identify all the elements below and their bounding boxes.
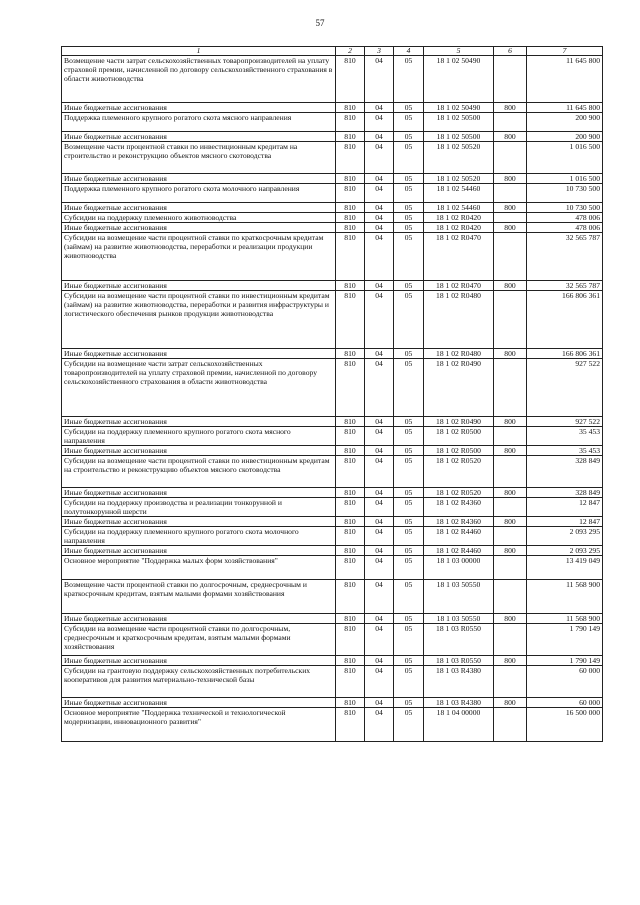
row-col6-cell: 800 [494,349,527,359]
row-name-cell: Субсидии на грантовую поддержку сельскохозяйственных потребительских кооперативов для развития материально-технической базы [62,666,336,698]
row-amount-cell: 10 730 500 [527,203,603,213]
row-col3-cell: 04 [365,456,394,488]
table-row [62,556,603,580]
table-row [62,174,603,184]
row-amount-cell: 478 006 [527,223,603,233]
row-col6-cell: 800 [494,614,527,624]
row-col6-cell: 800 [494,223,527,233]
table-row [62,614,603,624]
row-col2-cell: 810 [336,624,365,656]
row-col2-cell: 810 [336,698,365,708]
row-name-cell: Субсидии на возмещение части процентной ставки по инвестиционным кредитам (займам) на развитие животноводства, переработки и развития инфраструктуры и логистического обеспечения рынков продукции животноводства [62,291,336,349]
row-col5-cell: 18 1 02 50500 [424,132,494,142]
row-col4-cell: 05 [394,698,424,708]
row-col5-cell: 18 1 02 50500 [424,113,494,132]
budget-table [61,46,603,742]
row-name-cell: Поддержка племенного крупного рогатого скота молочного направления [62,184,336,203]
row-col6-cell: 800 [494,488,527,498]
row-amount-cell: 12 847 [527,498,603,517]
row-col6-cell [494,624,527,656]
table-row [62,517,603,527]
row-col2-cell: 810 [336,488,365,498]
row-name-cell: Субсидии на поддержку племенного животноводства [62,213,336,223]
table-row [62,233,603,281]
row-col3-cell: 04 [365,233,394,281]
table-row [62,281,603,291]
row-col5-cell: 18 1 02 R0500 [424,446,494,456]
row-col2-cell: 810 [336,417,365,427]
row-col2-cell: 810 [336,517,365,527]
row-col4-cell: 05 [394,103,424,113]
row-col4-cell: 05 [394,446,424,456]
row-amount-cell: 1 790 149 [527,656,603,666]
table-row [62,446,603,456]
row-col2-cell: 810 [336,213,365,223]
table-row [62,580,603,614]
row-amount-cell: 2 093 295 [527,527,603,546]
row-col4-cell: 05 [394,666,424,698]
row-col4-cell: 05 [394,417,424,427]
row-name-cell: Иные бюджетные ассигнования [62,203,336,213]
row-name-cell: Субсидии на поддержку племенного крупного рогатого скота мясного направления [62,427,336,446]
row-col3-cell: 04 [365,488,394,498]
row-col3-cell: 04 [365,184,394,203]
row-col4-cell: 05 [394,291,424,349]
row-col3-cell: 04 [365,614,394,624]
row-col6-cell: 800 [494,132,527,142]
row-col5-cell: 18 1 02 50490 [424,103,494,113]
row-col2-cell: 810 [336,446,365,456]
row-col6-cell [494,498,527,517]
row-col3-cell: 04 [365,624,394,656]
header-col-1: 1 [62,47,336,56]
row-col2-cell: 810 [336,223,365,233]
row-col4-cell: 05 [394,203,424,213]
row-col4-cell: 05 [394,624,424,656]
row-col2-cell: 810 [336,708,365,742]
table-row [62,427,603,446]
row-col6-cell [494,56,527,103]
row-col3-cell: 04 [365,132,394,142]
row-col4-cell: 05 [394,498,424,517]
row-col5-cell: 18 1 02 R0420 [424,213,494,223]
row-col4-cell: 05 [394,556,424,580]
row-col6-cell: 800 [494,281,527,291]
row-amount-cell: 32 565 787 [527,233,603,281]
row-col3-cell: 04 [365,666,394,698]
row-amount-cell: 166 806 361 [527,291,603,349]
row-col5-cell: 18 1 02 R0520 [424,456,494,488]
row-name-cell: Субсидии на поддержку производства и реализации тонкорунной и полутонкорунной шерсти [62,498,336,517]
row-amount-cell: 1 016 500 [527,142,603,174]
row-name-cell: Иные бюджетные ассигнования [62,281,336,291]
row-col3-cell: 04 [365,556,394,580]
row-col5-cell: 18 1 03 R0550 [424,656,494,666]
row-col2-cell: 810 [336,498,365,517]
row-col6-cell [494,359,527,417]
table-row [62,56,603,103]
table-row [62,349,603,359]
row-col5-cell: 18 1 02 R0480 [424,291,494,349]
row-col4-cell: 05 [394,132,424,142]
row-col4-cell: 05 [394,281,424,291]
row-col3-cell: 04 [365,580,394,614]
row-col2-cell: 810 [336,174,365,184]
row-col6-cell: 800 [494,517,527,527]
row-col6-cell [494,580,527,614]
row-amount-cell: 32 565 787 [527,281,603,291]
row-name-cell: Иные бюджетные ассигнования [62,656,336,666]
table-row [62,527,603,546]
row-col4-cell: 05 [394,184,424,203]
row-col3-cell: 04 [365,349,394,359]
row-col4-cell: 05 [394,517,424,527]
row-col4-cell: 05 [394,708,424,742]
row-amount-cell: 16 500 000 [527,708,603,742]
row-col5-cell: 18 1 03 R0550 [424,624,494,656]
header-col-2: 2 [336,47,365,56]
row-col5-cell: 18 1 03 50550 [424,614,494,624]
row-amount-cell: 13 419 049 [527,556,603,580]
row-col4-cell: 05 [394,223,424,233]
row-col3-cell: 04 [365,708,394,742]
row-amount-cell: 200 900 [527,113,603,132]
row-col5-cell: 18 1 03 R4380 [424,666,494,698]
row-col3-cell: 04 [365,142,394,174]
row-name-cell: Иные бюджетные ассигнования [62,349,336,359]
row-name-cell: Иные бюджетные ассигнования [62,488,336,498]
row-amount-cell: 35 453 [527,446,603,456]
row-name-cell: Субсидии на возмещение части процентной ставки по инвестиционным кредитам на строительство и реконструкцию объектов мясного скотоводства [62,456,336,488]
row-col3-cell: 04 [365,103,394,113]
row-amount-cell: 1 016 500 [527,174,603,184]
row-col2-cell: 810 [336,546,365,556]
row-col2-cell: 810 [336,349,365,359]
row-col3-cell: 04 [365,203,394,213]
table-row [62,698,603,708]
row-col4-cell: 05 [394,349,424,359]
row-name-cell: Иные бюджетные ассигнования [62,174,336,184]
row-amount-cell: 166 806 361 [527,349,603,359]
row-col4-cell: 05 [394,456,424,488]
table-row [62,488,603,498]
row-col3-cell: 04 [365,546,394,556]
row-col3-cell: 04 [365,517,394,527]
row-col3-cell: 04 [365,656,394,666]
row-col5-cell: 18 1 03 00000 [424,556,494,580]
row-amount-cell: 328 849 [527,456,603,488]
row-name-cell: Субсидии на возмещение части процентной ставки по краткосрочным кредитам (займам) на развитие животноводства, переработки и реализации продукции животноводства [62,233,336,281]
row-name-cell: Иные бюджетные ассигнования [62,132,336,142]
row-col5-cell: 18 1 02 54460 [424,203,494,213]
row-col6-cell [494,184,527,203]
table-row [62,546,603,556]
row-col6-cell [494,666,527,698]
row-amount-cell: 11 645 800 [527,103,603,113]
row-name-cell: Иные бюджетные ассигнования [62,446,336,456]
row-col2-cell: 810 [336,580,365,614]
row-col4-cell: 05 [394,174,424,184]
row-name-cell: Возмещение части затрат сельскохозяйственных товаропроизводителей на уплату страховой премии, начисленной по договору сельскохозяйственного страхования в области животноводства [62,56,336,103]
row-col2-cell: 810 [336,233,365,281]
row-col4-cell: 05 [394,427,424,446]
row-amount-cell: 927 522 [527,359,603,417]
table-row [62,142,603,174]
row-col5-cell: 18 1 02 R0520 [424,488,494,498]
row-col3-cell: 04 [365,223,394,233]
row-col4-cell: 05 [394,488,424,498]
row-col2-cell: 810 [336,113,365,132]
row-name-cell: Иные бюджетные ассигнования [62,546,336,556]
row-name-cell: Субсидии на поддержку племенного крупного рогатого скота молочного направления [62,527,336,546]
row-col4-cell: 05 [394,614,424,624]
row-col2-cell: 810 [336,56,365,103]
row-col5-cell: 18 1 02 50520 [424,174,494,184]
table-row [62,223,603,233]
row-col5-cell: 18 1 02 R0500 [424,427,494,446]
row-col4-cell: 05 [394,546,424,556]
row-col5-cell: 18 1 02 R0420 [424,223,494,233]
row-col3-cell: 04 [365,281,394,291]
row-amount-cell: 200 900 [527,132,603,142]
table-body [62,56,603,742]
row-name-cell: Основное мероприятие "Поддержка малых форм хозяйствования" [62,556,336,580]
row-col3-cell: 04 [365,417,394,427]
table-row [62,184,603,203]
row-amount-cell: 927 522 [527,417,603,427]
header-col-3: 3 [365,47,394,56]
row-amount-cell: 328 849 [527,488,603,498]
row-col4-cell: 05 [394,233,424,281]
row-col6-cell: 800 [494,417,527,427]
table-row [62,624,603,656]
row-col2-cell: 810 [336,203,365,213]
row-amount-cell: 2 093 295 [527,546,603,556]
row-name-cell: Поддержка племенного крупного рогатого скота мясного направления [62,113,336,132]
row-name-cell: Иные бюджетные ассигнования [62,614,336,624]
row-col6-cell [494,233,527,281]
row-col6-cell [494,113,527,132]
row-col5-cell: 18 1 02 50520 [424,142,494,174]
row-col6-cell: 800 [494,656,527,666]
row-name-cell: Возмещение части процентной ставки по долгосрочным, среднесрочным и краткосрочным кредитам, взятым малыми формами хозяйствования [62,580,336,614]
row-col6-cell [494,291,527,349]
row-col3-cell: 04 [365,446,394,456]
row-name-cell: Основное мероприятие "Поддержка технической и технологической модернизации, инновационного развития" [62,708,336,742]
row-col2-cell: 810 [336,427,365,446]
row-col2-cell: 810 [336,656,365,666]
row-col6-cell [494,556,527,580]
row-col2-cell: 810 [336,132,365,142]
table-row [62,708,603,742]
row-col6-cell: 800 [494,546,527,556]
table-row [62,213,603,223]
header-col-4: 4 [394,47,424,56]
row-col5-cell: 18 1 02 R0490 [424,359,494,417]
row-name-cell: Иные бюджетные ассигнования [62,417,336,427]
table-row [62,113,603,132]
row-col2-cell: 810 [336,666,365,698]
table-header [62,47,603,56]
row-col4-cell: 05 [394,56,424,103]
row-amount-cell: 10 730 500 [527,184,603,203]
row-col4-cell: 05 [394,142,424,174]
row-col2-cell: 810 [336,456,365,488]
row-name-cell: Иные бюджетные ассигнования [62,223,336,233]
row-col3-cell: 04 [365,56,394,103]
row-col5-cell: 18 1 02 R0470 [424,281,494,291]
row-name-cell: Возмещение части процентной ставки по инвестиционным кредитам на строительство и реконструкцию объектов мясного скотоводства [62,142,336,174]
row-col4-cell: 05 [394,656,424,666]
header-col-6: 6 [494,47,527,56]
row-col6-cell [494,213,527,223]
row-col4-cell: 05 [394,113,424,132]
row-amount-cell: 11 568 900 [527,580,603,614]
table-row [62,656,603,666]
row-col3-cell: 04 [365,174,394,184]
row-col2-cell: 810 [336,556,365,580]
row-name-cell: Субсидии на возмещение части затрат сельскохозяйственных товаропроизводителей на уплату страховой премии, начисленной по договору сельскохозяйственного страхования в области животноводства [62,359,336,417]
row-col5-cell: 18 1 02 54460 [424,184,494,203]
row-col5-cell: 18 1 02 R0480 [424,349,494,359]
row-col6-cell: 800 [494,203,527,213]
row-col5-cell: 18 1 03 50550 [424,580,494,614]
row-col6-cell [494,527,527,546]
row-amount-cell: 60 000 [527,698,603,708]
row-name-cell: Субсидии на возмещение части процентной ставки по долгосрочным, среднесрочным и краткосрочным кредитам, взятым малыми формами хозяйствования [62,624,336,656]
row-col2-cell: 810 [336,614,365,624]
table-row [62,359,603,417]
row-col3-cell: 04 [365,498,394,517]
row-col3-cell: 04 [365,113,394,132]
row-col5-cell: 18 1 02 R4360 [424,517,494,527]
row-col5-cell: 18 1 02 50490 [424,56,494,103]
row-col2-cell: 810 [336,359,365,417]
row-col5-cell: 18 1 02 R0470 [424,233,494,281]
row-col3-cell: 04 [365,291,394,349]
row-col2-cell: 810 [336,291,365,349]
row-col5-cell: 18 1 04 00000 [424,708,494,742]
row-col6-cell: 800 [494,103,527,113]
header-row [62,47,603,56]
row-col3-cell: 04 [365,527,394,546]
row-col6-cell: 800 [494,446,527,456]
row-col6-cell [494,142,527,174]
table-row [62,291,603,349]
header-col-5: 5 [424,47,494,56]
row-col6-cell [494,708,527,742]
row-col4-cell: 05 [394,527,424,546]
row-name-cell: Иные бюджетные ассигнования [62,103,336,113]
row-amount-cell: 11 645 800 [527,56,603,103]
row-col2-cell: 810 [336,142,365,174]
row-col4-cell: 05 [394,359,424,417]
row-amount-cell: 1 790 149 [527,624,603,656]
row-name-cell: Иные бюджетные ассигнования [62,698,336,708]
row-col6-cell [494,427,527,446]
row-name-cell: Иные бюджетные ассигнования [62,517,336,527]
row-col3-cell: 04 [365,427,394,446]
table-row [62,132,603,142]
table-row [62,103,603,113]
row-col3-cell: 04 [365,213,394,223]
table-row [62,498,603,517]
row-col6-cell: 800 [494,174,527,184]
row-amount-cell: 11 568 900 [527,614,603,624]
row-col5-cell: 18 1 02 R0490 [424,417,494,427]
row-col5-cell: 18 1 02 R4360 [424,498,494,517]
row-col6-cell [494,456,527,488]
row-col2-cell: 810 [336,184,365,203]
page-number: 57 [315,18,325,28]
table-row [62,666,603,698]
row-amount-cell: 35 453 [527,427,603,446]
table-row [62,456,603,488]
row-col5-cell: 18 1 02 R4460 [424,546,494,556]
row-col5-cell: 18 1 02 R4460 [424,527,494,546]
table-row [62,417,603,427]
row-col2-cell: 810 [336,527,365,546]
row-col4-cell: 05 [394,213,424,223]
row-amount-cell: 478 006 [527,213,603,223]
row-col6-cell: 800 [494,698,527,708]
row-col5-cell: 18 1 03 R4380 [424,698,494,708]
row-col3-cell: 04 [365,698,394,708]
row-col3-cell: 04 [365,359,394,417]
row-amount-cell: 12 847 [527,517,603,527]
row-amount-cell: 60 000 [527,666,603,698]
row-col2-cell: 810 [336,103,365,113]
header-col-7: 7 [527,47,603,56]
row-col2-cell: 810 [336,281,365,291]
table-row [62,203,603,213]
row-col4-cell: 05 [394,580,424,614]
